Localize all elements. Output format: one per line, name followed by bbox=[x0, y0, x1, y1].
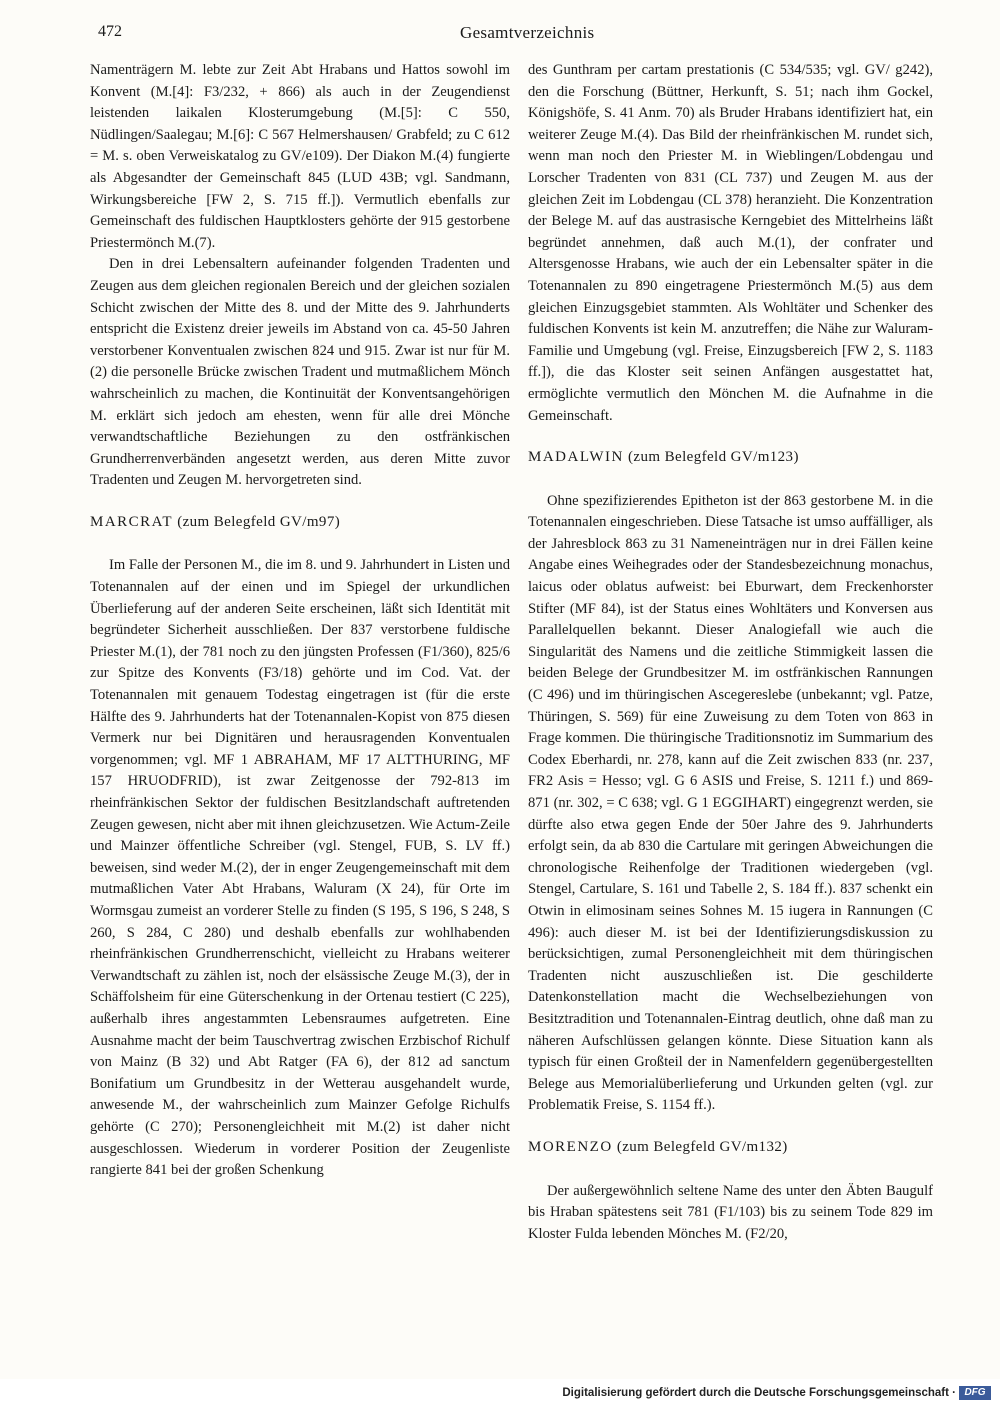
entry-reference: (zum Belegfeld GV/m132) bbox=[616, 1138, 788, 1155]
entry-name: MORENZO bbox=[528, 1138, 613, 1155]
right-column bbox=[528, 60, 933, 1245]
paragraph: Ohne spezifizierendes Epitheton ist der 863 gestorbene M. in die Totenannalen eingeschrieben. Diese Tatsache ist umso auffälliger, als der Jahresblock 863 zu 31 Nameneinträgen nur in drei Fällen keine Angabe eines Weihegrades oder der Standesbezeichnung monachus, laicus oder oblatus aufweist: bei Eburwart, dem Freckenhorster Stifter (MF 84), ist der Status eines Wohltäters und Konversen aus Parallelquellen bekannt. Dieser Analogiefall wie auch die Singularität des Namens und die zeitliche Stimmigkeit lassen die beiden Belege der Grundbesitzer M. im ostfränkischen Rannungen (C 496) und im thüringischen Ascegereslebe (unbekannt; vgl. Patze, Thüringen, S. 569) für eine Zuweisung zu dem Toten von 863 in Frage kommen. Die thüringische Traditionsnotiz im Summarium des Codex Eberhardi, nr. 278, kann auf die Zeit zwischen 833 (nr. 237, FR2 Asis = Hesso; vgl. G 6 ASIS und Freise, S. 1211 f.) und 869-871 (nr. 302, = C 638; vgl. G 1 EGGIHART) eingegrenzt werden, sie dürfte also etwa gegen Ende der 50er Jahre des 9. Jahrhunderts erfolgt sein, da ab 830 die Cartulare mit geringen Abweichungen die chronologische Reihenfolge der Traditionen wiedergeben (vgl. Stengel, Cartulare, S. 161 und Tabelle 2, S. 184 ff.). 837 schenkt ein Otwin in elimosinam seines Sohnes M. 15 iugera in Rannungen (C 496): auch dieser M. ist bei der Identifizierungsdiskussion zu berücksichtigen, zumal Personengleichheit mit dem thüringischen Tradenten nicht auszuschließen ist. Die geschilderte Datenkonstellation macht die Wechselbeziehungen von Besitztradition und Totenannalen-Eintrag deutlich, ohne daß man zu näheren Aufschlüssen gelangen könnte. Diese Situation kann als typisch für einen Großteil der in Namenfeldern gegenübergestellten Belege aus Memorialüberlieferung und Urkunden gelten (vgl. zur Problematik Freise, S. 1154 ff.). bbox=[528, 492, 933, 1114]
paragraph: Der außergewöhnlich seltene Name des unter den Äbten Baugulf bis Hraban spätestens seit 781 (F1/103) bis zu seinem Tode 829 im Kloster Fulda lebenden Mönches M. (F2/20, bbox=[528, 1182, 933, 1242]
entry-heading-marcrat bbox=[90, 512, 510, 534]
entry-reference: (zum Belegfeld GV/m97) bbox=[177, 513, 341, 530]
entry-heading-morenzo bbox=[528, 1137, 933, 1159]
paragraph: Namenträgern M. lebte zur Zeit Abt Hrabans und Hattos sowohl im Konvent (M.[4]: F3/232, + 866) als auch in der Zeugendienst leistenden laikalen Klosterumgebung (M.[5]: C 550, Nüdlingen/Saalegau; M.[6]: C 567 Helmershausen/ Grabfeld; zu C 612 = M. s. oben Verweiskatalog zu GV/e109). Der Diakon M.(4) fungierte als Abgesandter der Gemeinschaft 845 (LUD 43B; vgl. Sandmann, Wirkungsbereiche [FW 2, S. 715 ff.]). Vermutlich ebenfalls zur Gemeinschaft des fuldischen Hauptklosters gehörte der 915 gestorbene Priestermönch M.(7). bbox=[90, 62, 510, 251]
left-column bbox=[90, 60, 510, 1182]
entry-heading-madalwin bbox=[528, 447, 933, 469]
digitization-credit: Digitalisierung gefördert durch die Deutsche Forschungsgemeinschaft · bbox=[562, 1387, 956, 1399]
page-number: 472 bbox=[98, 23, 122, 40]
running-head: Gesamtverzeichnis bbox=[460, 23, 595, 42]
paragraph: des Gunthram per cartam prestationis (C 534/535; vgl. GV/ g242), den die Forschung (Büttner, Herkunft, S. 51; nach ihm Gockel, Königshöfe, S. 41 Anm. 70) als Bruder Hrabans identifiziert hat, ein weiterer Zeuge M.(4). Das Bild der rheinfränkischen M. rundet sich, wenn man noch den Priester M. in Wieblingen/Lobdengau und Lorscher Tradenten von 831 (CL 737) und Zeugen M. aus der gleichen Zeit im Lobdengau (CL 378) heranzieht. Die Konzentration der Belege M. auf das austrasische Kerngebiet des Mittelrheins läßt begründet annehmen, daß auch M.(1), der confrater und Altersgenosse Hrabans, wie auch der ein Lebensalter später in die Totenannalen zu 890 eingetragene Priestermönch M.(5) aus dem gleichen Einzugsgebiet stammten. Als Wohltäter und Schenker des fuldischen Konvents ist kein M. anzutreffen; die Nähe zur Waluram-Familie und Umgebung (vgl. Freise, Einzugsbereich [FW 2, S. 1183 ff.]), die das Kloster seit seinen Anfängen ausgestattet hat, ermöglichte vermutlich den Mönchen M. die Aufnahme in die Gemeinschaft. bbox=[528, 62, 933, 424]
entry-reference: (zum Belegfeld GV/m123) bbox=[628, 449, 799, 466]
paragraph: Im Falle der Personen M., die im 8. und 9. Jahrhundert in Listen und Totenannalen auf der einen und im Spiegel der urkundlichen Überlieferung auf der anderen Seite erscheinen, läßt sich Identität mit begründeter Sicherheit ausschließen. Der 837 verstorbene fuldische Priester M.(1), der 781 noch zu den jüngsten Professen (F1/360), 825/6 zur Spitze des Konvents (F3/18) gehörte und im Cod. Vat. der Totenannalen mit genauem Todestag eingetragen ist (für die erste Hälfte des 9. Jahrhunderts hat der Totenannalen-Kopist von 875 diesen Vermerk nur bei Dignitären und herausragenden Konventualen vorgenommen; vgl. MF 1 ABRAHAM, MF 17 ALTTHURING, MF 157 HRUODFRID), ist zwar Zeitgenosse der 792-813 im rheinfränkischen Sektor der fuldischen Besitzlandschaft auftretenden Zeugen gewesen, nicht aber mit ihnen gleichzusetzen. Wie Actum-Zeile und Mainzer öffentliche Schreiber (vgl. Stengel, FUB, S. LV ff.) beweisen, sind weder M.(2), der in enger Zeugengemeinschaft mit dem mutmaßlichen Vater Abt Hrabans, Waluram (X 24), für Orte im Wormsgau zumeist an vorderer Stelle zu finden (S 195, S 196, S 248, S 260, S 284, C 280) und deshalb ebenfalls zur wohlhabenden rheinfränkischen Grundherrenschicht, vielleicht zu Hrabans weiterer Verwandtschaft zu zählen ist, noch der elsässische Zeuge M.(3), der in Schäffolsheim für eine Güterschenkung in der Ortenau testiert (C 225), außerhalb ihres angestammten Lebensraumes aufgetreten. Eine Ausnahme macht der beim Tauschvertrag zwischen Erzbischof Richulf von Mainz (B 32) und Abt Ratger (FA 6), der 812 ad sanctum Bonifatium um Grundbesitz in der Wetterau ausgehandelt wurde, anwesende M., der wahrscheinlich zum Mainzer Gefolge Richulfs gehörte (C 270); Personengleichheit mit M.(2) ist daher nicht ausgeschlossen. Wiederum in vorderer Position der Zeugenliste rangierte 841 bei der großen Schenkung bbox=[90, 557, 510, 1179]
dfg-logo: DFG bbox=[959, 1386, 991, 1400]
paragraph: Den in drei Lebensaltern aufeinander folgenden Tradenten und Zeugen aus dem gleichen regionalen Bereich und der gleichen sozialen Schicht zwischen der Mitte des 8. und der Mitte des 9. Jahrhunderts entspricht die Existenz dreier jeweils im Abstand von ca. 45-50 Jahren verstorbener Konventualen zwischen 824 und 915. Zwar ist nur für M.(2) die personelle Brücke zwischen Tradent und mutmaßlichem Mönch wahrscheinlich zu machen, die Kontinuität der Konventsangehörigen M. erklärt sich jedoch am ehesten, wenn für alle drei Mönche verwandtschaftliche Beziehungen zu den ostfränkischen Grundherrenverbänden angesetzt werden, aus deren Mitte zuvor Tradenten und Zeugen M. hervorgetreten sind. bbox=[90, 256, 510, 489]
entry-name: MARCRAT bbox=[90, 513, 174, 530]
entry-name: MADALWIN bbox=[528, 449, 624, 466]
